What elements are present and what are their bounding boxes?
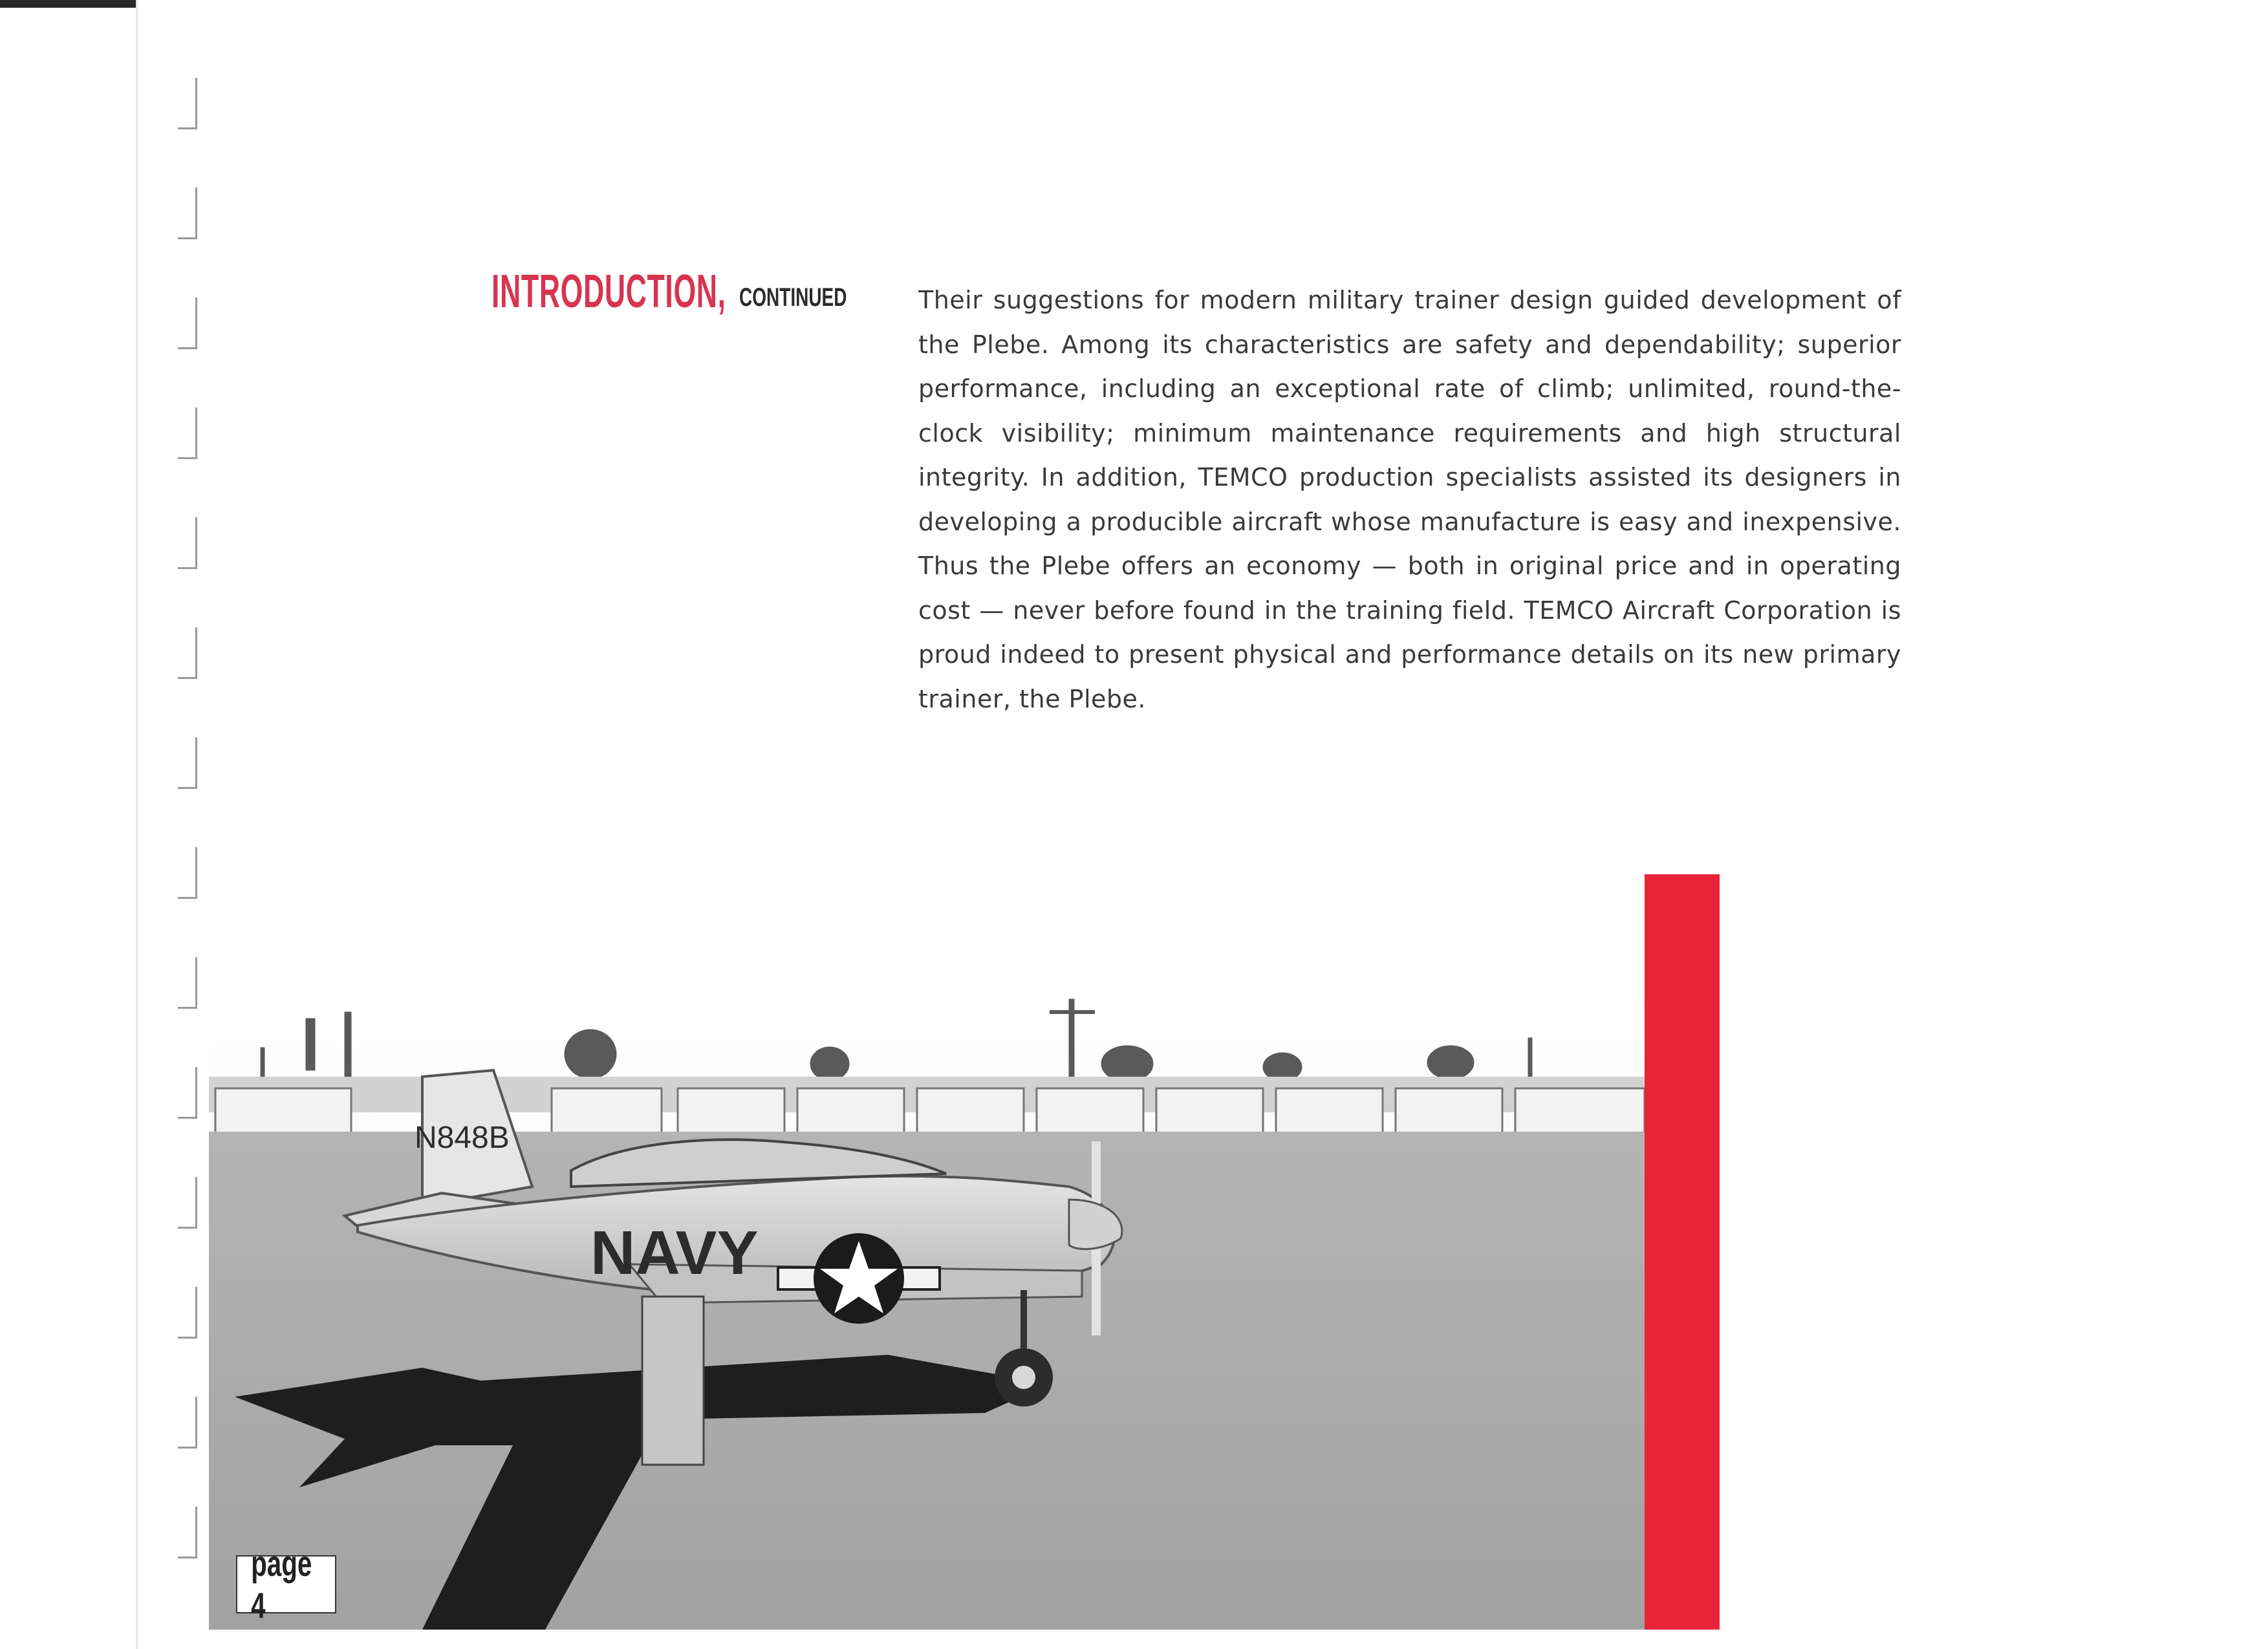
binding-mark bbox=[178, 1287, 197, 1339]
binding-mark bbox=[178, 1507, 197, 1558]
binding-mark bbox=[178, 1397, 197, 1449]
binding-mark bbox=[178, 627, 197, 679]
heading-title: INTRODUCTION, bbox=[491, 266, 726, 318]
page-number-label bbox=[236, 1543, 336, 1626]
binding-mark bbox=[178, 737, 197, 789]
fuselage-text: NAVY bbox=[590, 1218, 759, 1288]
page-binding-edge bbox=[136, 0, 138, 1649]
binding-mark bbox=[178, 407, 197, 459]
binding-mark bbox=[178, 847, 197, 899]
binding-mark bbox=[178, 1177, 197, 1229]
heading-subtitle: CONTINUED bbox=[739, 283, 847, 312]
binding-mark bbox=[178, 297, 197, 349]
binding-mark bbox=[178, 78, 197, 129]
binding-mark bbox=[178, 517, 197, 569]
tail-number: N848B bbox=[415, 1121, 510, 1155]
section-heading bbox=[491, 265, 870, 318]
nose-wheel-hub bbox=[1012, 1366, 1035, 1389]
binding-mark bbox=[178, 1067, 197, 1119]
binding-mark bbox=[178, 957, 197, 1009]
aircraft-photo bbox=[209, 993, 1645, 1630]
main-gear bbox=[642, 1297, 704, 1465]
binding-mark bbox=[178, 188, 197, 239]
page-number-text: page 4 bbox=[251, 1543, 312, 1626]
scan-corner-mark bbox=[0, 0, 137, 8]
body-paragraph: Their suggestions for modern military trainer design guided development of the Plebe. Among its characteristics are safety and dependability; superior performance, including an exceptional rate of climb; unlimited, round-the-clock visibility; minimum maintenance requirements and high structural integrity. In addition, TEMCO production specialists assisted its designers in developing a producible aircraft whose manufacture is easy and inexpensive. Thus the Plebe offers an economy — both in original price and in operating cost — never before found in the training field. TEMCO Aircraft Corporation is proud indeed to present physical and performance details on its new primary trainer, the Plebe. bbox=[918, 286, 1901, 713]
accent-red-bar bbox=[1645, 874, 1720, 1630]
